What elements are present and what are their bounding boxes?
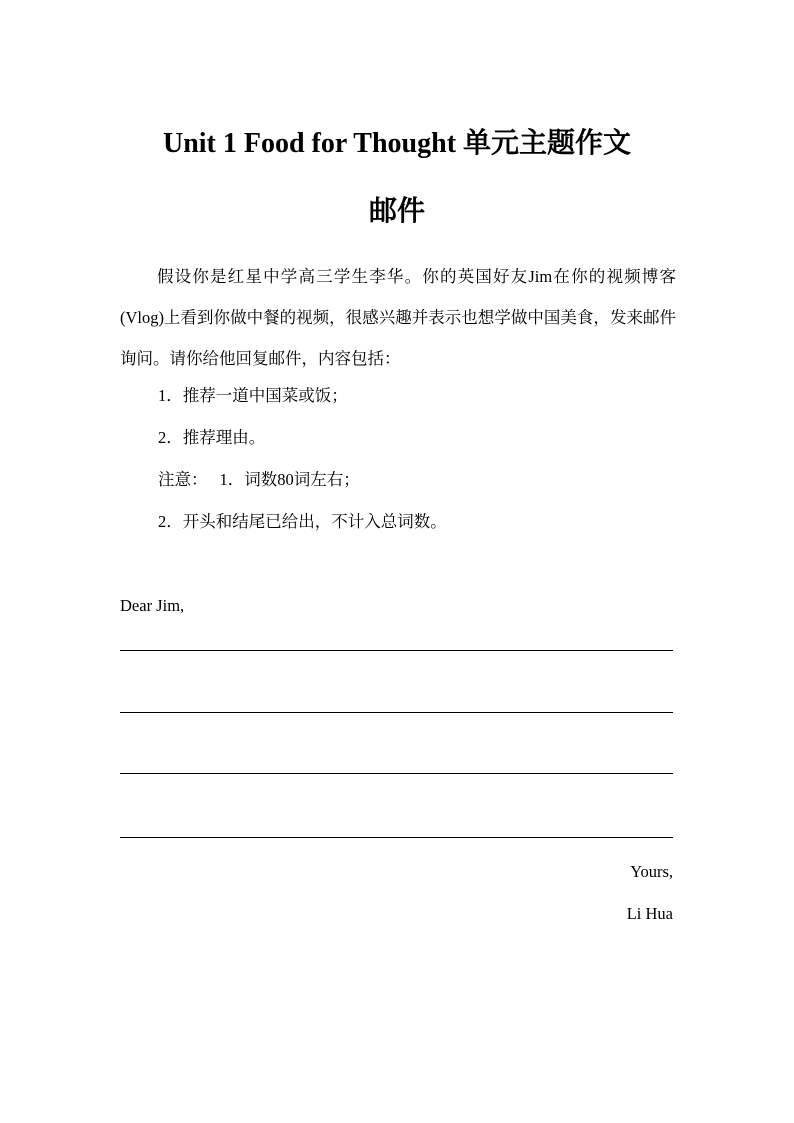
writing-line	[120, 650, 673, 651]
writing-line	[120, 712, 673, 713]
note-line	[158, 469, 360, 491]
page-subtitle: 邮件	[368, 196, 425, 227]
letter-greeting: Dear Jim,	[120, 596, 185, 615]
prompt-paragraph: 假设你是红星中学高三学生李华。你的英国好友Jim在你的视频博客(Vlog)上看到你做中餐的视频，很感兴趣并表示也想学做中国美食，发来邮件询问。请你给他回复邮件，内容包括：	[120, 267, 676, 368]
requirement-item-1: 1．推荐一道中国菜或饭；	[158, 386, 348, 405]
writing-line	[120, 837, 673, 838]
requirement-item-2: 2．推荐理由。	[158, 428, 266, 447]
note-item-2: 2．开头和结尾已给出，不计入总词数。	[158, 512, 447, 531]
note-label: 注意：	[158, 470, 208, 489]
letter-signature: Li Hua	[626, 904, 673, 923]
writing-line	[120, 773, 673, 774]
letter-closing: Yours,	[630, 862, 673, 881]
page-title: Unit 1 Food for Thought 单元主题作文	[162, 128, 632, 159]
note-item-1: 1．词数80词左右；	[219, 470, 360, 489]
